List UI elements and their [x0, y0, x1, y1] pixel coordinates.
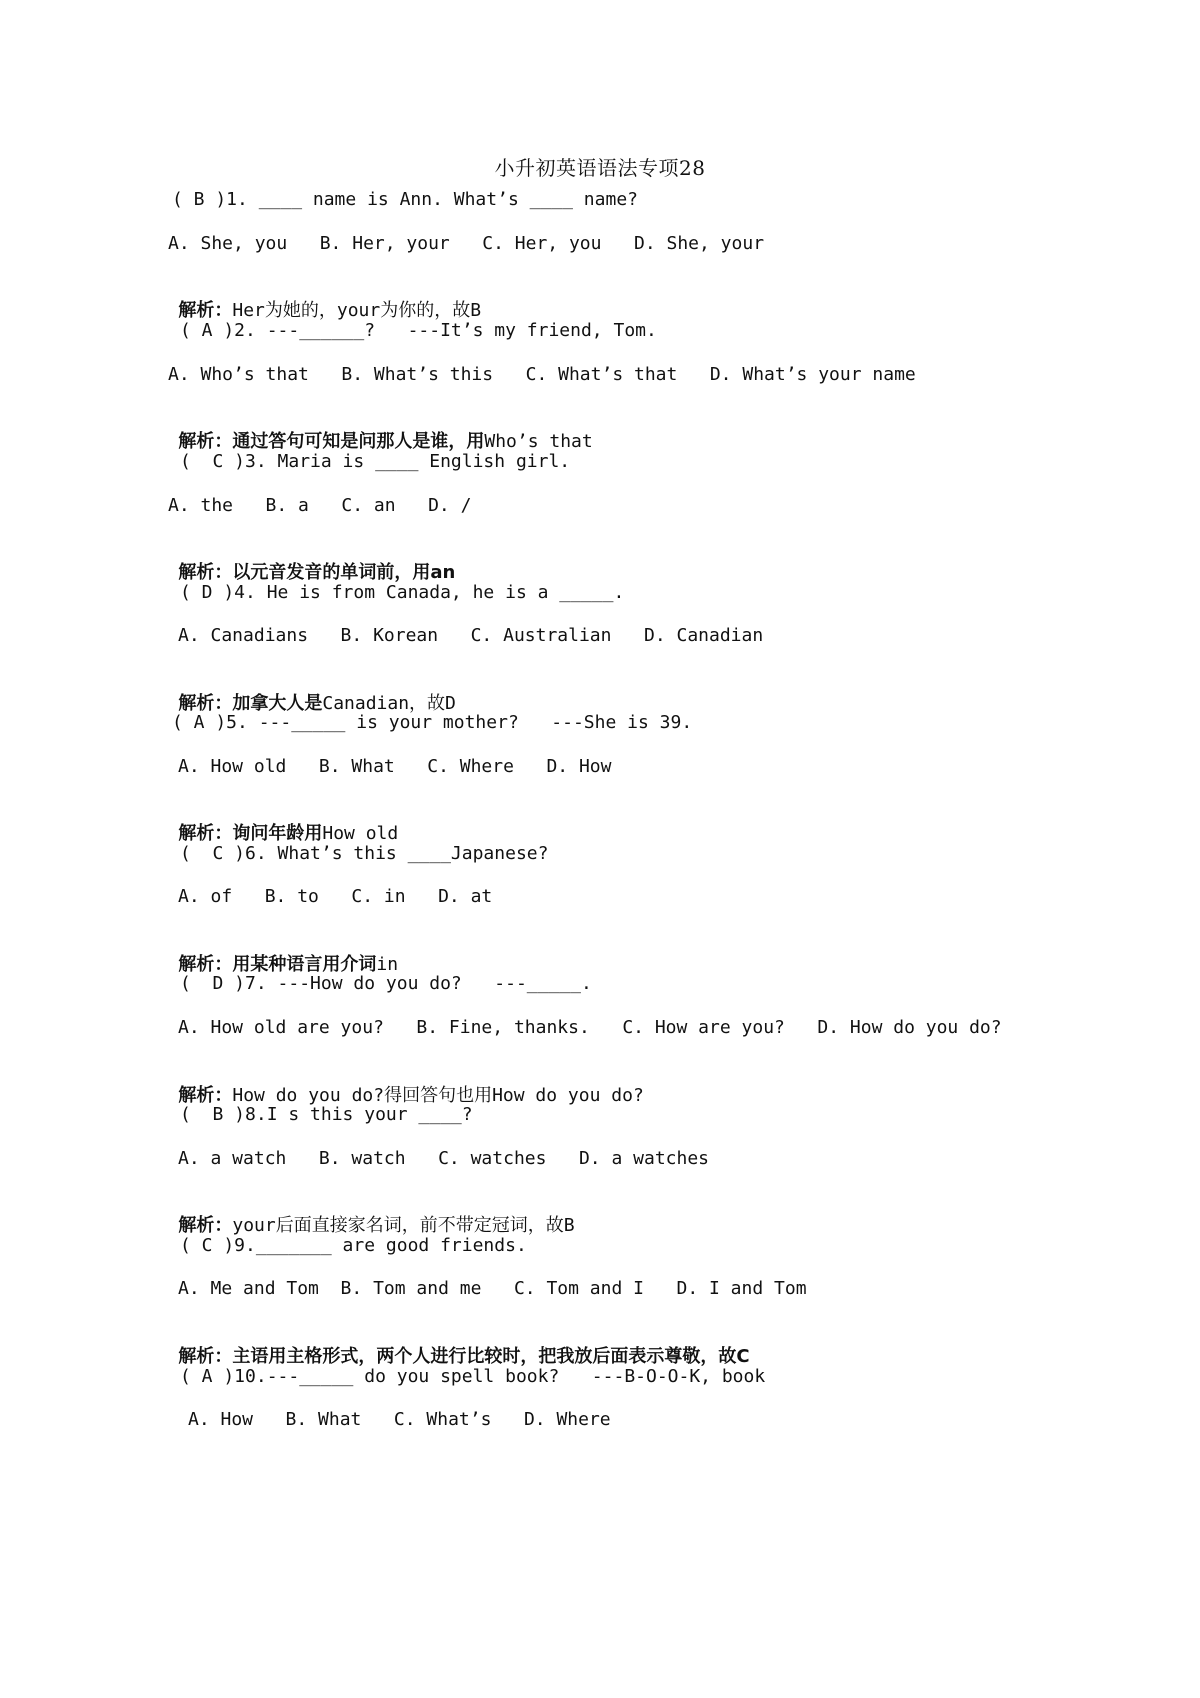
options-7: A. How old are you? B. Fine, thanks. C. How are you? D. How do you do? — [178, 1017, 1002, 1038]
analysis-label: 解析： — [178, 954, 233, 975]
options-8: A. a watch B. watch C. watches D. a watches — [178, 1148, 710, 1169]
analysis-emphasis: 询问年龄用 — [232, 823, 323, 844]
options-6: A. of B. to C. in D. at — [178, 886, 493, 907]
question-10: ( A )10.---_____ do you spell book? ---B-O-O-K, book — [180, 1366, 766, 1387]
analysis-label: 解析： — [178, 562, 233, 583]
question-8: ( B )8.I s this your ____? — [180, 1104, 473, 1125]
question-5: ( A )5. ---_____ is your mother? ---She is 39. — [172, 712, 693, 733]
analysis-text: your后面直接家名词，前不带定冠词，故B — [232, 1215, 575, 1236]
analysis-text: Her为她的，your为你的，故B — [232, 300, 482, 321]
question-4: ( D )4. He is from Canada, he is a _____. — [180, 582, 625, 603]
analysis-text: How do you do?得回答句也用How do you do? — [232, 1085, 644, 1106]
question-1: ( B )1. ____ name is Ann. What’s ____ name? — [172, 189, 638, 210]
options-9: A. Me and Tom B. Tom and me C. Tom and I D. I and Tom — [178, 1278, 807, 1299]
options-5: A. How old B. What C. Where D. How — [178, 756, 612, 777]
analysis-4 — [135, 668, 456, 714]
options-2: A. Who’s that B. What’s this C. What’s that D. What’s your name — [168, 364, 916, 385]
analysis-label: 解析： — [178, 693, 233, 714]
analysis-5 — [135, 798, 399, 844]
analysis-emphasis: 用某种语言用介词 — [232, 954, 377, 975]
analysis-text: How old — [322, 823, 399, 844]
analysis-label: 解析： — [178, 300, 233, 321]
analysis-text: Canadian，故D — [322, 693, 456, 714]
analysis-8 — [135, 1190, 575, 1236]
options-4: A. Canadians B. Korean C. Australian D. Canadian — [178, 625, 764, 646]
analysis-1 — [135, 275, 482, 321]
analysis-label: 解析： — [178, 431, 233, 452]
analysis-label: 解析： — [178, 1085, 233, 1106]
analysis-7 — [135, 1060, 644, 1106]
analysis-label: 解析： — [178, 1215, 233, 1236]
analysis-text: Who’s that — [484, 431, 593, 452]
options-3: A. the B. a C. an D. / — [168, 495, 472, 516]
question-7: ( D )7. ---How do you do? ---_____. — [180, 973, 592, 994]
question-6: ( C )6. What’s this ____Japanese? — [180, 843, 549, 864]
question-2: ( A )2. ---______? ---It’s my friend, Tom. — [180, 320, 657, 341]
analysis-emphasis: 加拿大人是 — [232, 693, 323, 714]
analysis-9 — [135, 1321, 750, 1367]
analysis-2 — [135, 406, 593, 452]
options-10: A. How B. What C. What’s D. Where — [188, 1409, 611, 1430]
analysis-label: 解析： — [178, 1346, 233, 1367]
question-3: ( C )3. Maria is ____ English girl. — [180, 451, 571, 472]
options-1: A. She, you B. Her, your C. Her, you D. She, your — [168, 233, 765, 254]
analysis-3 — [135, 537, 456, 583]
document-title: 小升初英语语法专项28 — [494, 156, 706, 180]
analysis-text: in — [376, 954, 399, 975]
analysis-emphasis: 通过答句可知是问那人是谁，用 — [232, 431, 485, 452]
analysis-emphasis: 主语用主格形式，两个人进行比较时，把我放后面表示尊敬，故C — [232, 1346, 750, 1367]
analysis-6 — [135, 929, 399, 975]
analysis-emphasis: 以元音发音的单词前，用an — [232, 562, 456, 583]
question-9: ( C )9._______ are good friends. — [180, 1235, 527, 1256]
analysis-label: 解析： — [178, 823, 233, 844]
